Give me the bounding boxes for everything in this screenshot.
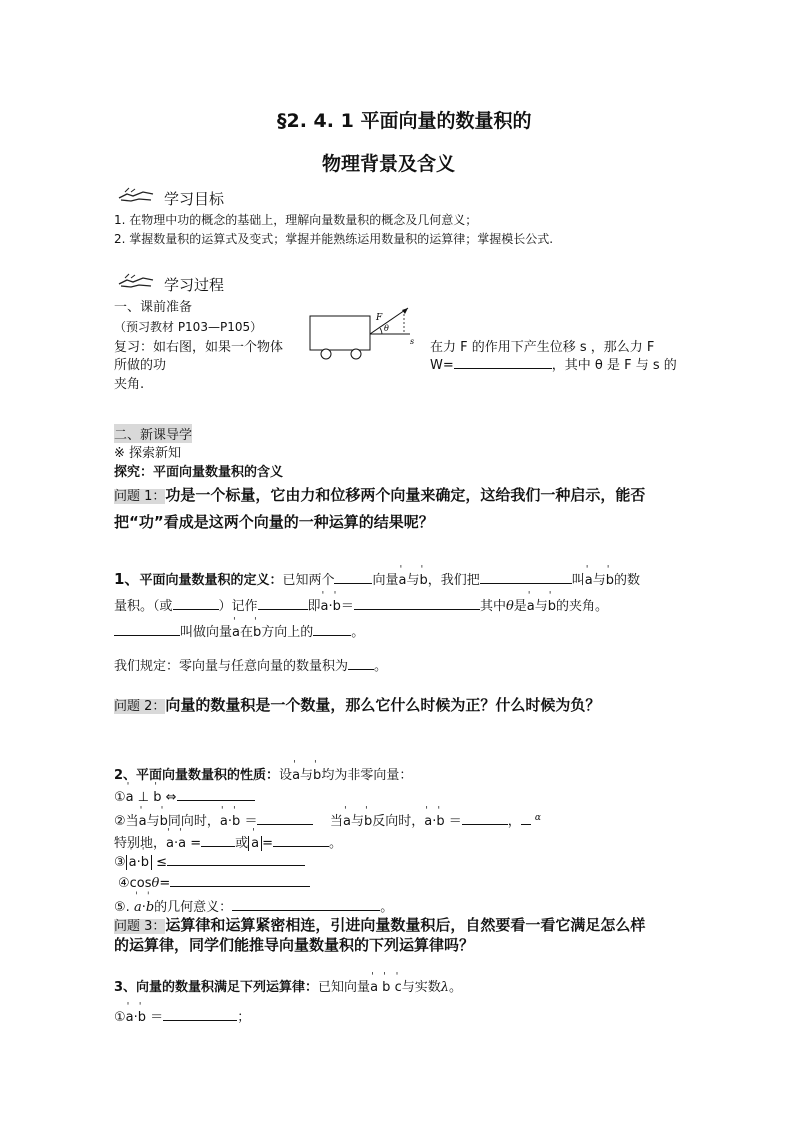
prop-text: 的几何意义： [154, 900, 233, 915]
question-2-label: 问题 2： [114, 699, 166, 714]
prop-blank-6 [273, 834, 329, 847]
vector-b: ' b [333, 599, 341, 614]
dot-symbol: · [328, 599, 333, 614]
vector-a: ' a [251, 836, 259, 851]
vector-a: ' a [126, 790, 134, 805]
iff-symbol: ⇔ [165, 790, 177, 805]
vector-a: ' a [527, 599, 535, 614]
perp-symbol: ⊥ [137, 790, 150, 805]
def-text: 。 [351, 625, 365, 640]
vector-a: ' a [166, 836, 174, 851]
prop-num: ④ [118, 876, 130, 891]
law-1 [114, 1006, 250, 1025]
eq-symbol: = [262, 836, 274, 851]
rule-text: 我们规定：零向量与任意向量的数量积为 [114, 659, 349, 674]
def-text: 量积。（或 [114, 599, 173, 614]
prop-text: 当 [329, 814, 343, 829]
def-text: 已知两个 [282, 573, 335, 588]
question-1-label: 问题 1： [114, 489, 166, 504]
zero-vector-rule [114, 655, 387, 674]
property-2 [114, 810, 541, 829]
lambda-symbol: λ [440, 980, 449, 995]
definition-line-2 [114, 595, 608, 614]
vector-a: ' a [139, 814, 147, 829]
question-3-line-1 [114, 914, 645, 935]
property-5 [114, 896, 393, 915]
eq-symbol: = [159, 876, 171, 891]
vector-a: ' a [126, 1010, 134, 1025]
prep-review-3: 夹角. [114, 377, 145, 392]
force-diagram [306, 300, 424, 360]
question-2 [114, 694, 600, 715]
laws-text: 与实数 [401, 980, 441, 995]
def-blank-1 [334, 571, 372, 584]
dot-symbol: · [432, 814, 437, 829]
work-label: W= [430, 358, 454, 373]
def-blank-5 [354, 597, 480, 610]
properties-heading [114, 764, 412, 783]
definition-line-3 [114, 621, 364, 640]
def-text: ＝ [340, 599, 354, 614]
def-text: 的数 [614, 573, 641, 588]
def-blank-6 [114, 623, 180, 636]
law-blank-1 [163, 1008, 237, 1021]
def-text: ）记作 [218, 599, 258, 614]
dot-symbol: · [141, 900, 146, 915]
definition-line-1 [114, 568, 640, 589]
props-text: 均为非零向量： [321, 768, 413, 783]
goals-heading: 学习目标 [164, 190, 225, 208]
prep-review-1: 复习：如右图，如果一个物体 [114, 340, 284, 355]
prop-and: 与 [350, 814, 364, 829]
prop-or: 或 [235, 836, 249, 851]
vector-b: ' b [138, 1010, 146, 1025]
work-blank [454, 356, 552, 369]
prop-num: ① [114, 790, 126, 805]
vector-b: ' b [141, 855, 149, 870]
def-text: ，我们把 [427, 573, 480, 588]
vector-b: ' b [364, 814, 372, 829]
vector-a: ' a [178, 836, 186, 851]
new-heading: 二、新课导学 [114, 424, 192, 443]
prep-right-1: 在力 F 的作用下产生位移 s ，那么力 F [430, 340, 655, 355]
vector-b: ' b [313, 768, 321, 783]
dot-symbol: · [227, 814, 233, 829]
diagram-theta-label: θ [384, 324, 389, 333]
def-and: 与 [406, 573, 420, 588]
prop-blank-9 [232, 898, 380, 911]
eq-symbol: ＝ [448, 814, 462, 829]
def-text: 方向上的 [261, 625, 314, 640]
question-3-line-2: 的运算律，同学们能推导向量数量积的下列运算律吗？ [114, 936, 475, 954]
cos-label: cos [129, 876, 152, 891]
def-text: 其中 [479, 599, 506, 614]
eq-symbol: = [190, 836, 202, 851]
prep-heading: 一、课前准备 [114, 300, 193, 315]
def-blank-7 [313, 623, 351, 636]
dot-symbol: · [173, 836, 179, 851]
def-blank-2 [480, 571, 572, 584]
vector-b: ' b [160, 814, 168, 829]
page-title: §2. 4. 1 平面向量的数量积的 [277, 110, 532, 132]
vector-a: ' a [398, 573, 406, 588]
rule-blank [348, 657, 374, 670]
def-blank-3 [173, 597, 219, 610]
vector-b: ' b [548, 599, 556, 614]
vector-b: ' b [232, 814, 240, 829]
dot-symbol: · [136, 855, 141, 870]
question-1-text-a: 功是一个标量，它由力和位移两个向量来确定，这给我们一种启示，能否 [165, 486, 646, 504]
def-text: 是 [513, 599, 527, 614]
def-and: 与 [534, 599, 548, 614]
question-1-line-1 [114, 484, 645, 505]
prop-num: ③ [114, 855, 126, 870]
def-text: 叫 [571, 573, 585, 588]
vector-b: ' b [606, 573, 614, 588]
le-symbol: ≤ [156, 855, 168, 870]
def-text: 即 [307, 599, 321, 614]
question-1-line-2: 把“功”看成是这两个向量的一种运算的结果呢？ [114, 513, 434, 531]
vector-a: ' a [370, 980, 378, 995]
laws-text: 已知向量 [318, 980, 371, 995]
prop-blank-3 [462, 812, 508, 825]
page-subtitle: 物理背景及含义 [322, 153, 456, 175]
law-num: ① [114, 1010, 126, 1025]
prop-blank-7 [167, 853, 305, 866]
def-text: 向量 [372, 573, 399, 588]
prop-blank-1 [177, 788, 255, 801]
prep-review-2: 所做的功 [114, 358, 167, 373]
props-text: 设 [279, 768, 293, 783]
inquiry-label: 探究：平面向量数量积的含义 [114, 465, 284, 480]
vector-a: ' a [232, 625, 240, 640]
prop-and: 与 [146, 814, 160, 829]
vector-b: ' b [253, 625, 261, 640]
question-3-label: 问题 3： [114, 919, 166, 934]
def-text: 在 [239, 625, 253, 640]
theta-symbol: θ [505, 599, 514, 614]
vector-b: ' b [436, 814, 444, 829]
prep-right-2 [430, 354, 677, 373]
diagram-s-label: s [410, 337, 415, 346]
prop-text: 反向时， [372, 814, 425, 829]
eq-symbol: ＝ [244, 814, 258, 829]
semicolon: ； [237, 1010, 251, 1025]
props-and: 与 [300, 768, 314, 783]
vector-b: ' b [419, 573, 427, 588]
theta-symbol: θ [151, 876, 160, 891]
rule-end: 。 [374, 659, 388, 674]
prop-blank-5 [201, 834, 235, 847]
props-head: 2、平面向量数量积的性质： [114, 768, 280, 783]
vector-a: ' a [292, 768, 300, 783]
vector-a: ' a [585, 573, 593, 588]
property-1 [114, 788, 255, 805]
eq-symbol: ＝ [150, 1010, 164, 1025]
prop-num: ⑤. [114, 900, 130, 915]
prep-preview: （预习教材 P103—P105） [114, 320, 263, 334]
prop-blank-4 [521, 812, 531, 825]
def-number: 1、 [114, 570, 140, 588]
def-and: 与 [592, 573, 606, 588]
def-text: 叫做向量 [180, 625, 233, 640]
alpha-mark: α [534, 812, 541, 823]
property-special [114, 832, 342, 851]
period: 。 [380, 900, 394, 915]
diagram-f-label: F [376, 313, 383, 323]
question-2-text: 向量的数量积是一个数量，那么它什么时候为正？什么时候为负？ [165, 696, 601, 714]
period: 。 [329, 836, 343, 851]
vector-c: ' c [395, 980, 402, 995]
property-3 [114, 853, 305, 870]
vector-b: ' b [382, 980, 390, 995]
period: 。 [449, 980, 463, 995]
goal-item-1: 1. 在物理中功的概念的基础上，理解向量数量积的概念及几何意义； [114, 213, 478, 227]
vector-a: ' a [321, 599, 329, 614]
question-3-text-a: 运算律和运算紧密相连，引进向量数量积后，自然要看一看它满足怎么样 [165, 916, 646, 934]
vector-a: ' a [343, 814, 351, 829]
laws-head: 3、向量的数量积满足下列运算律： [114, 980, 319, 995]
work-rest: ，其中 θ 是 F 与 s 的 [551, 358, 677, 373]
def-blank-4 [258, 597, 308, 610]
vector-b: ' b [146, 900, 154, 915]
pointing-hand-icon [117, 272, 157, 290]
pointing-hand-icon [117, 186, 157, 204]
goal-item-2: 2. 掌握数量积的运算式及变式；掌握并能熟练运用数量积的运算律；掌握模长公式. [114, 232, 554, 246]
def-head: 平面向量数量积的定义： [139, 573, 283, 588]
property-4 [118, 874, 310, 891]
vector-a: ' a [424, 814, 432, 829]
vector-a: ' a [129, 855, 137, 870]
prop-text: 同向时， [167, 814, 220, 829]
prop-blank-2 [257, 812, 313, 825]
laws-heading [114, 976, 462, 995]
process-heading: 学习过程 [164, 276, 225, 294]
vector-b: ' b [153, 790, 161, 805]
comma: ， [507, 814, 521, 829]
dot-symbol: · [133, 1010, 138, 1025]
vector-a: ' a [134, 900, 142, 915]
prop-text: ②当 [114, 814, 139, 829]
prop-blank-8 [170, 874, 310, 887]
prop-text: 特别地， [114, 836, 167, 851]
def-text: 的夹角。 [556, 599, 609, 614]
explore-label: ※ 探索新知 [114, 446, 182, 461]
vector-a: ' a [220, 814, 228, 829]
